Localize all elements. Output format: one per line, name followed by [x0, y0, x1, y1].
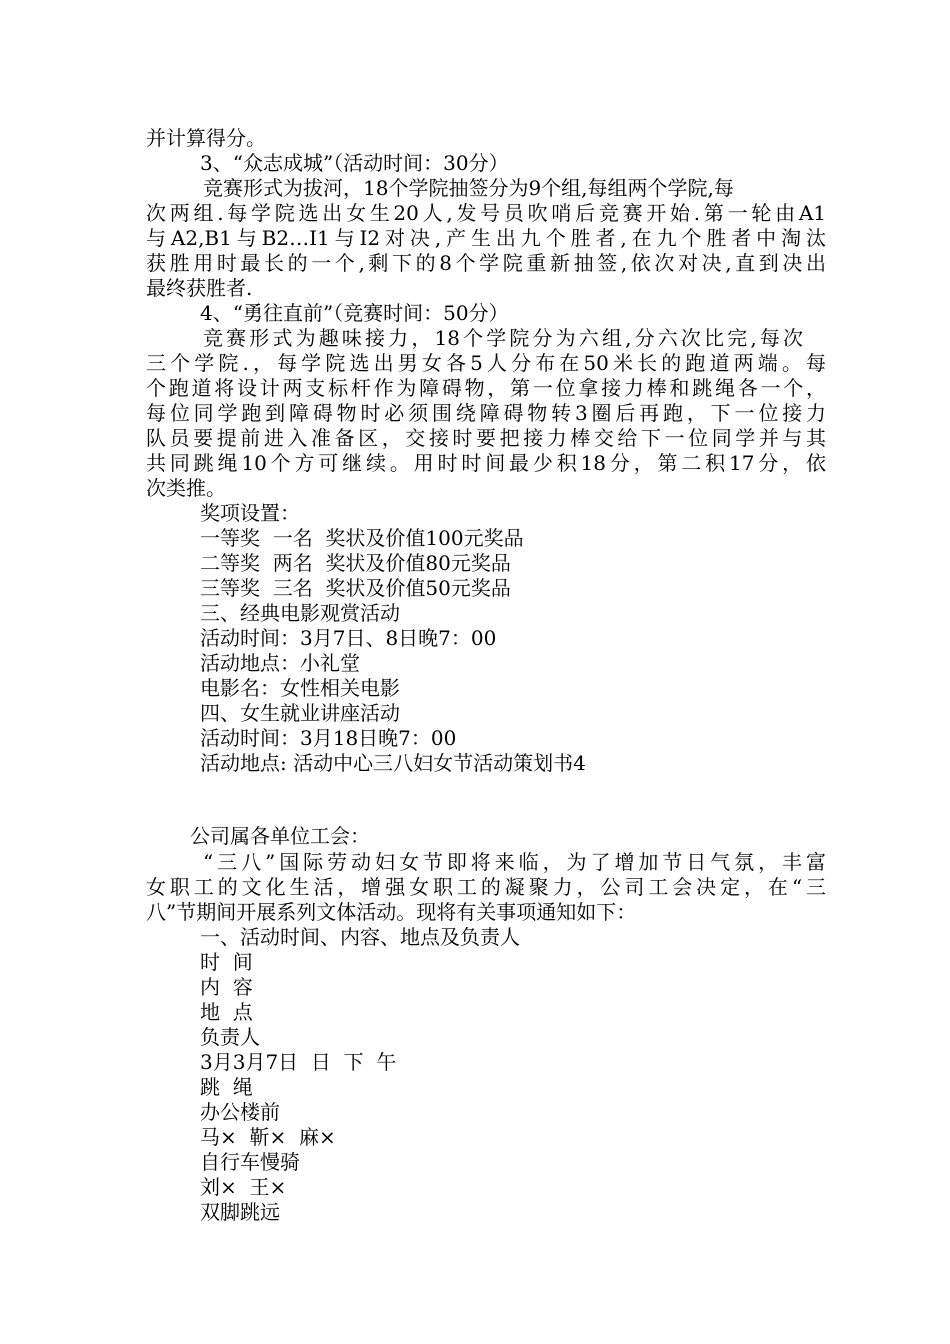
- table-cell: 跳 绳: [200, 1075, 253, 1099]
- text-line: 八”节期间开展系列文体活动。现将有关事项通知如下：: [146, 900, 637, 924]
- text-line: 个跑道将设计两支标杆作为障碍物，第一位拿接力棒和跳绳各一个，: [146, 376, 826, 400]
- text-line: 电影名：女性相关电影: [200, 676, 400, 700]
- text-line: “三八”国际劳动妇女节即将来临，为了增加节日气氛，丰富: [203, 850, 826, 874]
- salutation: 公司属各单位工会：: [190, 824, 370, 848]
- table-cell: 马× 靳× 麻×: [200, 1125, 336, 1149]
- text-line: 次类推。: [146, 476, 226, 500]
- text-line: 三个学院.，每学院选出男女各5人分布在50米长的跑道两端。每: [146, 351, 826, 375]
- text-line: 活动地点：小礼堂: [200, 651, 360, 675]
- award-line: 二等奖 两名 奖状及价值80元奖品: [200, 551, 511, 575]
- text-line: 每位同学跑到障碍物时必须围绕障碍物转3圈后再跑，下一位接力: [146, 401, 826, 425]
- section-heading: 4、“勇往直前”（竞赛时间：50分）: [200, 301, 509, 325]
- award-line: 一等奖 一名 奖状及价值100元奖品: [200, 526, 524, 550]
- text-line: 竞赛形式为拔河，18个学院抽签分为9个组,每组两个学院,每: [203, 176, 734, 200]
- text-line: 次两组.每学院选出女生20人,发号员吹哨后竞赛开始.第一轮由A1: [146, 201, 826, 225]
- table-cell: 负责人: [200, 1025, 260, 1049]
- section-heading: 3、“众志成城”（活动时间：30分）: [200, 151, 509, 175]
- table-cell: 时 间: [200, 950, 253, 974]
- text-line: 竞赛形式为趣味接力，18个学院分为六组,分六次比完,每次: [203, 326, 803, 350]
- table-cell: 自行车慢骑: [200, 1150, 300, 1174]
- text-line: 并计算得分。: [146, 126, 266, 150]
- table-cell: 办公楼前: [200, 1100, 280, 1124]
- text-line: 获胜用时最长的一个,剩下的8个学院重新抽签,依次对决,直到决出: [146, 251, 826, 275]
- section-heading: 三、经典电影观赏活动: [200, 601, 400, 625]
- text-line: 活动时间：3月7日、8日晚7：00: [200, 626, 497, 650]
- text-line: 共同跳绳10个方可继续。用时时间最少积18分，第二积17分，依: [146, 451, 826, 475]
- award-line: 三等奖 三名 奖状及价值50元奖品: [200, 576, 511, 600]
- section-heading: 一、活动时间、内容、地点及负责人: [200, 925, 520, 949]
- text-line: 活动地点: 活动中心三八妇女节活动策划书4: [200, 751, 586, 775]
- text-line: 队员要提前进入准备区，交接时要把接力棒交给下一位同学并与其: [146, 426, 826, 450]
- table-cell: 3月3月7日 日 下 午: [200, 1050, 397, 1074]
- text-line: 活动时间：3月18日晚7：00: [200, 726, 457, 750]
- text-line: 与A2,B1与B2…I1与I2对决,产生出九个胜者,在九个胜者中淘汰: [146, 226, 826, 250]
- table-cell: 内 容: [200, 975, 253, 999]
- text-line: 女职工的文化生活，增强女职工的凝聚力，公司工会决定，在“三: [146, 875, 826, 899]
- table-cell: 双脚跳远: [200, 1200, 280, 1224]
- table-cell: 刘× 王×: [200, 1175, 287, 1199]
- section-heading: 四、女生就业讲座活动: [200, 701, 400, 725]
- table-cell: 地 点: [200, 1000, 253, 1024]
- section-heading: 奖项设置：: [200, 501, 300, 525]
- text-line: 最终获胜者.: [146, 276, 253, 300]
